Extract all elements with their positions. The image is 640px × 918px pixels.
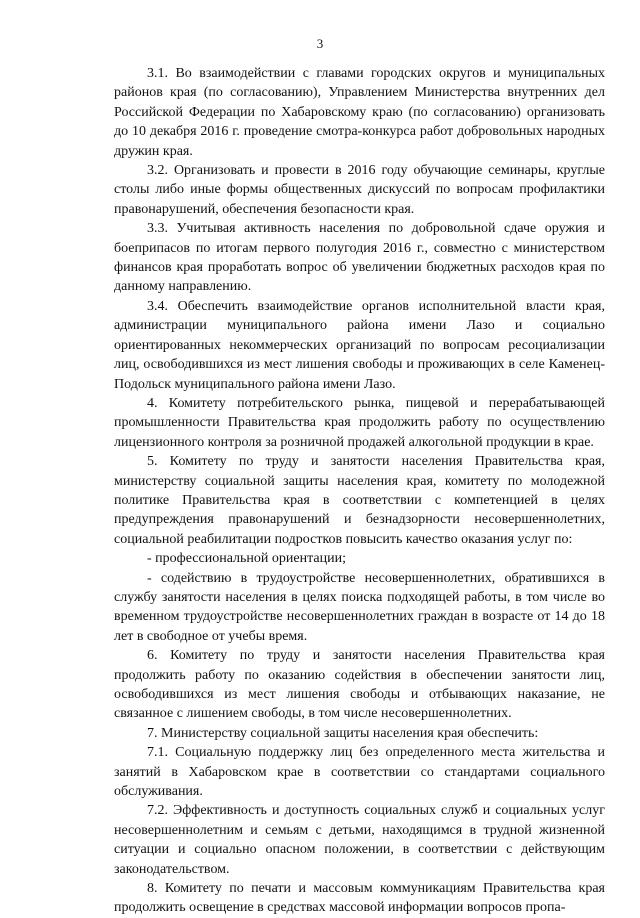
paragraph-6: 6. Комитету по труду и занятости населения Правительства края продолжить работу по оказанию содействия в обеспечении занятости лиц, освободившихся из мест лишения свободы и отбывающих наказание, не связанное с лишением свободы, в том числе несовершеннолетних. xyxy=(114,648,605,722)
paragraph-7-2: 7.2. Эффективность и доступность социальных служб и социальных услуг несовершеннолетним и семьям с детьми, находящимся в трудной жизненной ситуации и социально опасном положении, в соответствии с действующим законодательством. xyxy=(114,803,605,877)
paragraph-7: 7. Министерству социальной защиты населения края обеспечить: xyxy=(147,725,539,741)
document-body xyxy=(114,64,605,918)
paragraph-3-2: 3.2. Организовать и провести в 2016 году обучающие семинары, круглые столы либо иные формы общественных дискуссий по вопросам профилактики правонарушений, обеспечения безопасности края. xyxy=(114,163,605,217)
page-number: 3 xyxy=(316,36,324,51)
paragraph-7-1: 7.1. Социальную поддержку лиц без определенного места жительства и занятий в Хабаровском крае в соответствии со стандартами социального обслуживания. xyxy=(114,745,605,800)
paragraph-5: 5. Комитету по труду и занятости населения Правительства края, министерству социальной защиты населения края, комитету по молодежной политике Правительства края в соответствии с компетенцией в целях предупреждения правонарушений и безнадзорности несовершеннолетних, социальной реабилитации подростков повысить качество оказания услуг по: xyxy=(114,454,605,547)
paragraph-3-1: 3.1. Во взаимодействии с главами городских округов и муниципальных районов края (по согласованию), Управлением Министерства внутренних дел Российской Федерации по Хабаровскому краю (по согласованию) организовать до 10 декабря 2016 г. проведение смотра-конкурса работ добровольных народных дружин края. xyxy=(114,66,605,159)
paragraph-4: 4. Комитету потребительского рынка, пищевой и перерабатывающей промышленности Правительства края продолжить работу по осуществлению лицензионного контроля за розничной продажей алкогольной продукции в крае. xyxy=(114,395,605,450)
paragraph-3-3: 3.3. Учитывая активность населения по добровольной сдаче оружия и боеприпасов по итогам первого полугодия 2016 г., совместно с министерством финансов края проработать вопрос об увеличении бюджетных расходов края по данному направлению. xyxy=(114,221,605,295)
list-item-career-guidance: - профессиональной ориентации; xyxy=(147,551,346,567)
list-item-employment-assistance: - содействию в трудоустройстве несовершеннолетних, обратившихся в службу занятости населения в целях поиска подходящей работы, в том числе во временном трудоустройстве несовершеннолетних граждан в возрасте от 14 до 18 лет в свободное от учебы время. xyxy=(114,570,605,644)
paragraph-8: 8. Комитету по печати и массовым коммуникациям Правительства края продолжить освещение в средствах массовой информации вопросов пропа- xyxy=(114,881,605,916)
paragraph-3-4: 3.4. Обеспечить взаимодействие органов исполнительной власти края, администрации муниципального района имени Лазо и социально ориентированных некоммерческих организаций по вопросам ресоциализации лиц, освободившихся из мест лишения свободы и проживающих в селе Каменец-Подольск муниципального района имени Лазо. xyxy=(114,298,605,392)
